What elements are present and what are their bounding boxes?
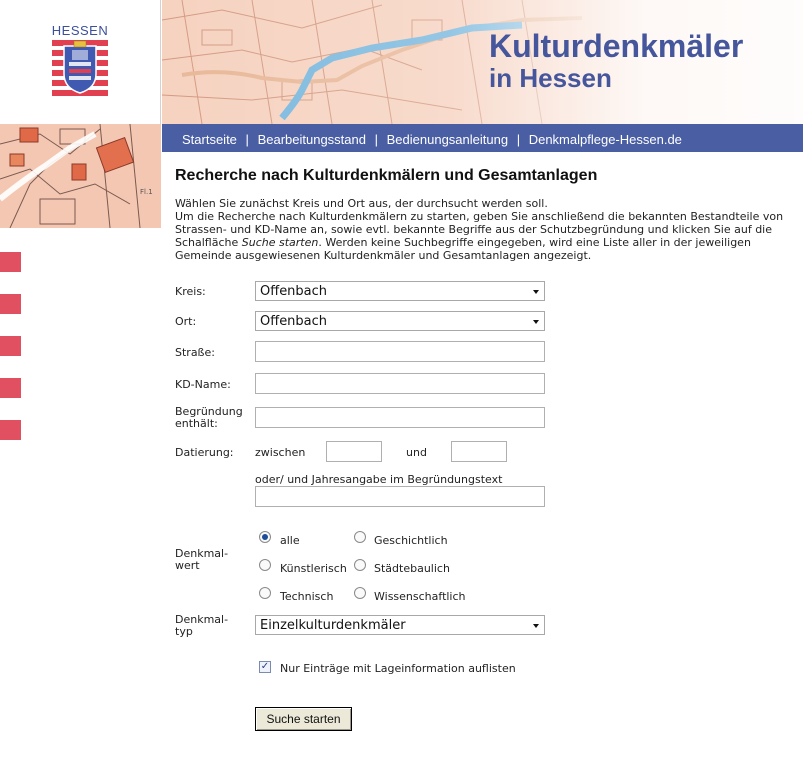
radio-kuenstlerisch[interactable] (259, 559, 271, 571)
map-parcel-label: Fl.1 (140, 188, 153, 196)
hessen-coat-of-arms-icon (52, 40, 108, 98)
nav-separator: | (516, 132, 521, 147)
side-tab-3[interactable] (0, 336, 21, 356)
radio-wissenschaftlich[interactable] (354, 587, 366, 599)
datierung-to-input[interactable] (451, 441, 507, 462)
chevron-down-icon (533, 624, 539, 628)
kdname-label: KD-Name: (175, 378, 231, 391)
ort-label: Ort: (175, 315, 197, 328)
denkmalwert-label (175, 548, 228, 572)
denkmaltyp-select-value: Einzelkulturdenkmäler (260, 618, 406, 633)
datierung-zwischen-label: zwischen (255, 446, 306, 459)
intro-line1: Wählen Sie zunächst Kreis und Ort aus, der durchsucht werden soll. (175, 197, 548, 210)
begruendung-input[interactable] (255, 407, 545, 428)
nav-link-denkmalpflege-hessen[interactable]: Denkmalpflege-Hessen.de (528, 132, 682, 147)
ort-select[interactable] (255, 311, 545, 331)
radio-kuenstlerisch-label: Künstlerisch (280, 562, 347, 575)
radio-staedtebaulich[interactable] (354, 559, 366, 571)
ort-select-value: Offenbach (260, 314, 328, 329)
denkmaltyp-label-line2: typ (175, 625, 193, 638)
logo-area (0, 0, 161, 124)
strasse-label: Straße: (175, 346, 215, 359)
denkmaltyp-label (175, 614, 228, 638)
lageinfo-checkbox[interactable] (259, 661, 271, 673)
chevron-down-icon (533, 290, 539, 294)
jahresangabe-input[interactable] (255, 486, 545, 507)
intro-line2a: Um die Recherche nach Kulturdenkmälern zu starten, geben Sie anschließend die bekannten Bestandteile von Strassen- und KD-Name an, sowie evtl. bekannte Begriffe aus der Schutzbegründung und klicken Sie auf die Schalfläche (175, 210, 784, 249)
lageinfo-label: Nur Einträge mit Lageinformation auflisten (280, 662, 516, 675)
denkmaltyp-label-line1: Denkmal- (175, 613, 229, 626)
site-title-line1: Kulturdenkmäler (489, 28, 744, 64)
chevron-down-icon (533, 320, 539, 324)
denkmalwert-label-line2: wert (175, 559, 200, 572)
radio-alle-label: alle (280, 534, 300, 547)
map-thumbnail-graphic (0, 124, 161, 228)
begruendung-label-line2: enthält: (175, 417, 218, 430)
side-map-image (0, 124, 161, 228)
site-title-line2: in Hessen (489, 63, 612, 93)
radio-wissenschaftlich-label: Wissenschaftlich (374, 590, 466, 603)
logo-text: HESSEN (51, 23, 109, 38)
nav-separator: | (245, 132, 249, 147)
page-title: Recherche nach Kulturdenkmälern und Gesamtanlagen (175, 167, 598, 184)
kdname-input[interactable] (255, 373, 545, 394)
intro-emphasis: Suche starten (241, 236, 319, 249)
begruendung-label-line1: Begründung (175, 405, 243, 418)
intro-text (175, 197, 787, 262)
site-title (489, 30, 743, 91)
radio-technisch-label: Technisch (280, 590, 334, 603)
side-tab-4[interactable] (0, 378, 21, 398)
kreis-select-value: Offenbach (260, 284, 328, 299)
nav-link-startseite[interactable]: Startseite (182, 132, 237, 147)
header-map-banner (162, 0, 803, 124)
radio-alle[interactable] (259, 531, 271, 543)
strasse-input[interactable] (255, 341, 545, 362)
jahresangabe-label: oder/ und Jahresangabe im Begründungstext (255, 473, 503, 486)
radio-staedtebaulich-label: Städtebaulich (374, 562, 450, 575)
kreis-label: Kreis: (175, 285, 206, 298)
radio-geschichtlich[interactable] (354, 531, 366, 543)
checkmark-icon: ✓ (260, 661, 270, 672)
side-tab-1[interactable] (0, 252, 21, 272)
intro-line2b: . Werden keine Suchbegriffe eingegeben, wird eine Liste aller in der jeweiligen Gemeinde ausgewiesenen Kulturdenkmäler und Gesamtanlagen angezeigt. (175, 236, 751, 262)
radio-technisch[interactable] (259, 587, 271, 599)
denkmalwert-label-line1: Denkmal- (175, 547, 229, 560)
begruendung-label (175, 406, 243, 430)
search-submit-button[interactable]: Suche starten (255, 707, 352, 731)
datierung-und-label: und (406, 446, 427, 459)
side-tab-5[interactable] (0, 420, 21, 440)
denkmaltyp-select[interactable] (255, 615, 545, 635)
nav-link-bedienungsanleitung[interactable]: Bedienungsanleitung (386, 132, 509, 147)
datierung-label: Datierung: (175, 446, 234, 459)
side-tab-2[interactable] (0, 294, 21, 314)
nav-link-bearbeitungsstand[interactable]: Bearbeitungsstand (257, 132, 366, 147)
radio-geschichtlich-label: Geschichtlich (374, 534, 448, 547)
kreis-select[interactable] (255, 281, 545, 301)
datierung-from-input[interactable] (326, 441, 382, 462)
nav-separator: | (374, 132, 378, 147)
top-navigation (162, 124, 803, 152)
